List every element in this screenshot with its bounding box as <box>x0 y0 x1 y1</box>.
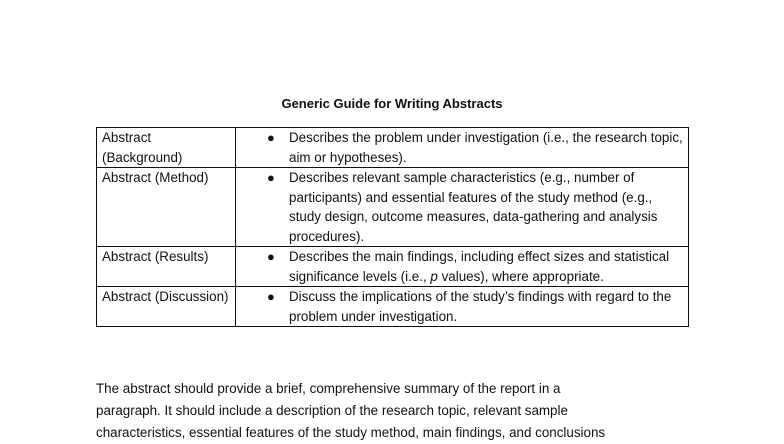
row-description-background <box>236 128 689 168</box>
row-description-results <box>236 247 689 287</box>
bullet-icon: ● <box>267 249 275 264</box>
bullet-list <box>241 247 683 286</box>
row-description-method <box>236 168 689 247</box>
paragraph-line: paragraph. It should include a description of the research topic, relevant sample <box>96 403 568 418</box>
row-label-results: Abstract (Results) <box>97 247 236 287</box>
bullet-list <box>241 128 683 167</box>
row-label-method: Abstract (Method) <box>97 168 236 247</box>
description-text: Describes the problem under investigation (i.e., the research topic, aim or hypotheses). <box>289 130 683 165</box>
row-description-discussion <box>236 287 689 327</box>
table-row <box>97 247 689 287</box>
bullet-icon: ● <box>267 170 275 185</box>
description-text-part: Describes the main findings, including effect sizes and statistical significance levels (i.e., <box>289 249 670 284</box>
summary-paragraph <box>96 378 696 444</box>
list-item <box>267 247 683 286</box>
list-item <box>267 168 683 246</box>
description-text-part: values), where appropriate. <box>437 268 604 284</box>
table-row <box>97 168 689 247</box>
paragraph-line: The abstract should provide a brief, comprehensive summary of the report in a <box>96 381 561 396</box>
list-item <box>267 128 683 167</box>
description-text <box>289 249 669 284</box>
document-title: Generic Guide for Writing Abstracts <box>281 96 503 111</box>
p-value-italic: p <box>430 268 438 284</box>
list-item <box>267 287 683 326</box>
description-text: Discuss the implications of the study’s findings with regard to the problem under investigation. <box>289 289 672 324</box>
description-text: Describes relevant sample characteristics (e.g., number of participants) and essential features of the study method (e.g., study design, outcome measures, data-gathering and analysis procedures). <box>289 170 658 244</box>
paragraph-line: characteristics, essential features of the study method, main findings, and conclusions <box>96 425 606 440</box>
bullet-icon: ● <box>267 289 275 304</box>
bullet-list <box>241 168 683 246</box>
bullet-list <box>241 287 683 326</box>
abstract-guide-table <box>96 127 689 327</box>
table-row <box>97 287 689 327</box>
bullet-icon: ● <box>267 130 275 145</box>
table-row <box>97 128 689 168</box>
row-label-discussion: Abstract (Discussion) <box>97 287 236 327</box>
row-label-background: Abstract (Background) <box>97 128 236 168</box>
